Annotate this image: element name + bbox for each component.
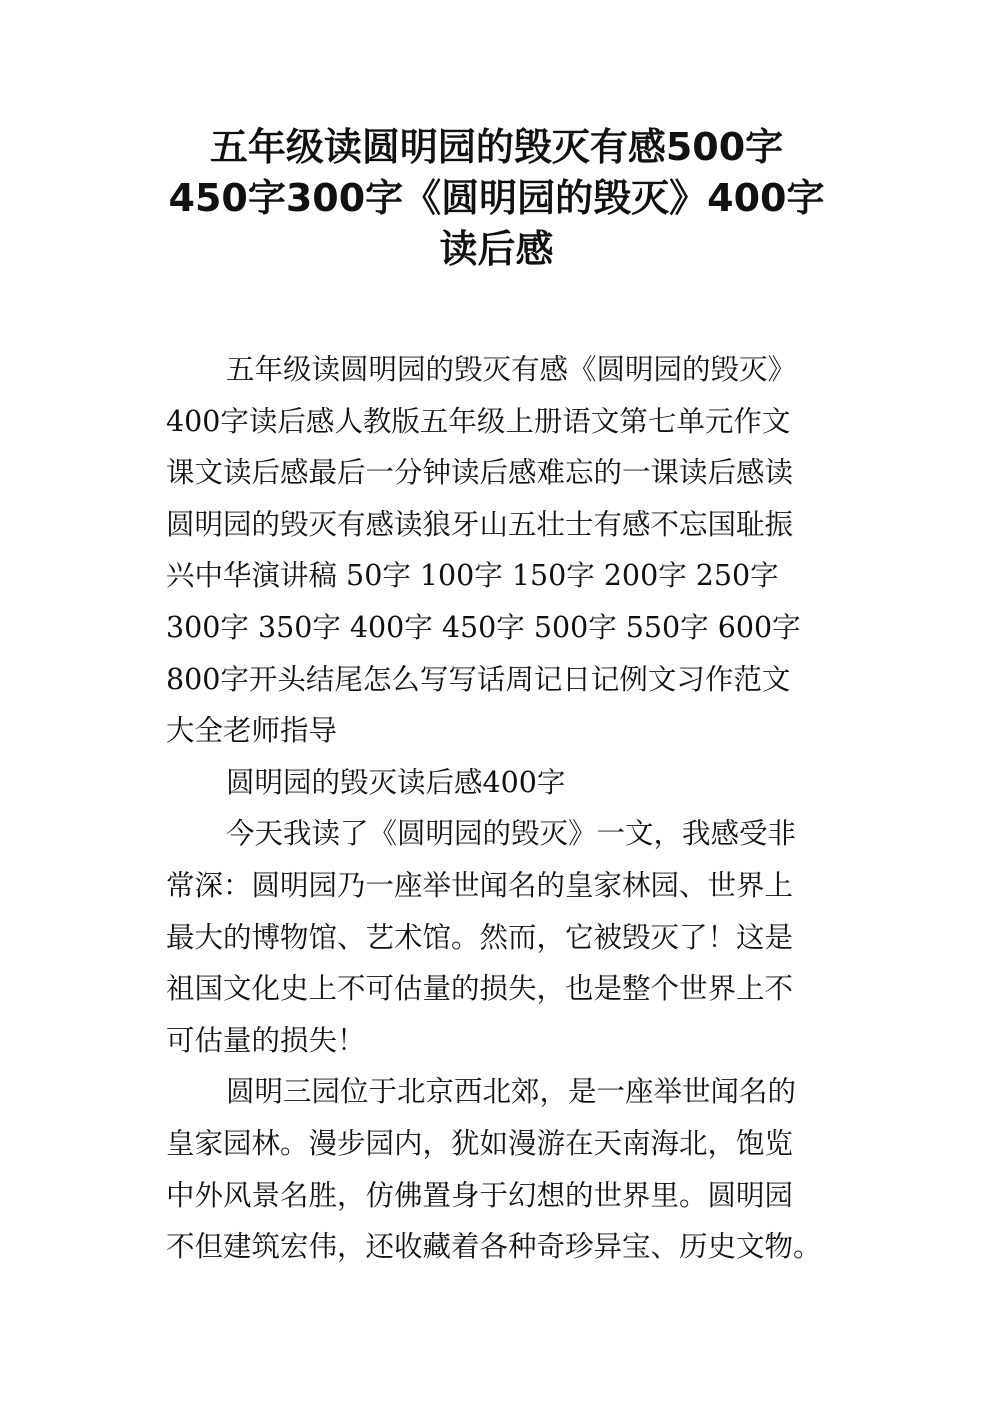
text-line: 300字 350字 400字 450字 500字 550字 600字 [166,610,801,644]
paragraph-description [166,1066,846,1272]
text-line: 中外风景名胜，仿佛置身于幻想的世界里。圆明园 [166,1178,794,1212]
text-line: 皇家园林。漫步园内，犹如漫游在天南海北，饱览 [166,1126,794,1160]
paragraph-intro [166,344,846,757]
text-line: 大全老师指导 [166,714,338,748]
text-line: 圆明园的毁灭读后感400字 [226,765,566,799]
document-title [150,122,843,275]
text-line: 今天我读了《圆明园的毁灭》一文，我感受非 [226,817,797,851]
text-line: 祖国文化史上不可估量的损失，也是整个世界上不 [166,972,794,1006]
text-line: 课文读后感最后一分钟读后感难忘的一课读后感读 [166,456,794,490]
text-line: 不但建筑宏伟，还收藏着各种奇珍异宝、历史文物。 [166,1230,822,1264]
text-line: 800字开头结尾怎么写写话周记日记例文习作范文 [166,662,791,696]
title-line-2: 450字300字《圆明园的毁灭》400字 [168,176,825,220]
title-line-1: 五年级读圆明园的毁灭有感500字 [209,125,784,169]
text-line: 兴中华演讲稿 50字 100字 150字 200字 250字 [166,559,779,593]
document-body [166,344,846,1273]
text-line: 圆明园的毁灭有感读狼牙山五壮士有感不忘国耻振 [166,507,794,541]
text-line: 圆明三园位于北京西北郊，是一座举世闻名的 [226,1075,797,1109]
section-heading [166,757,846,809]
text-line: 可估量的损失！ [166,1023,366,1057]
paragraph-reflection [166,808,846,1066]
text-line: 400字读后感人教版五年级上册语文第七单元作文 [166,404,791,438]
text-line: 最大的博物馆、艺术馆。然而，它被毁灭了！这是 [166,920,794,954]
title-line-3: 读后感 [439,227,554,271]
text-line: 常深：圆明园乃一座举世闻名的皇家林园、世界上 [166,868,794,902]
text-line: 五年级读圆明园的毁灭有感《圆明园的毁灭》 [226,353,797,386]
